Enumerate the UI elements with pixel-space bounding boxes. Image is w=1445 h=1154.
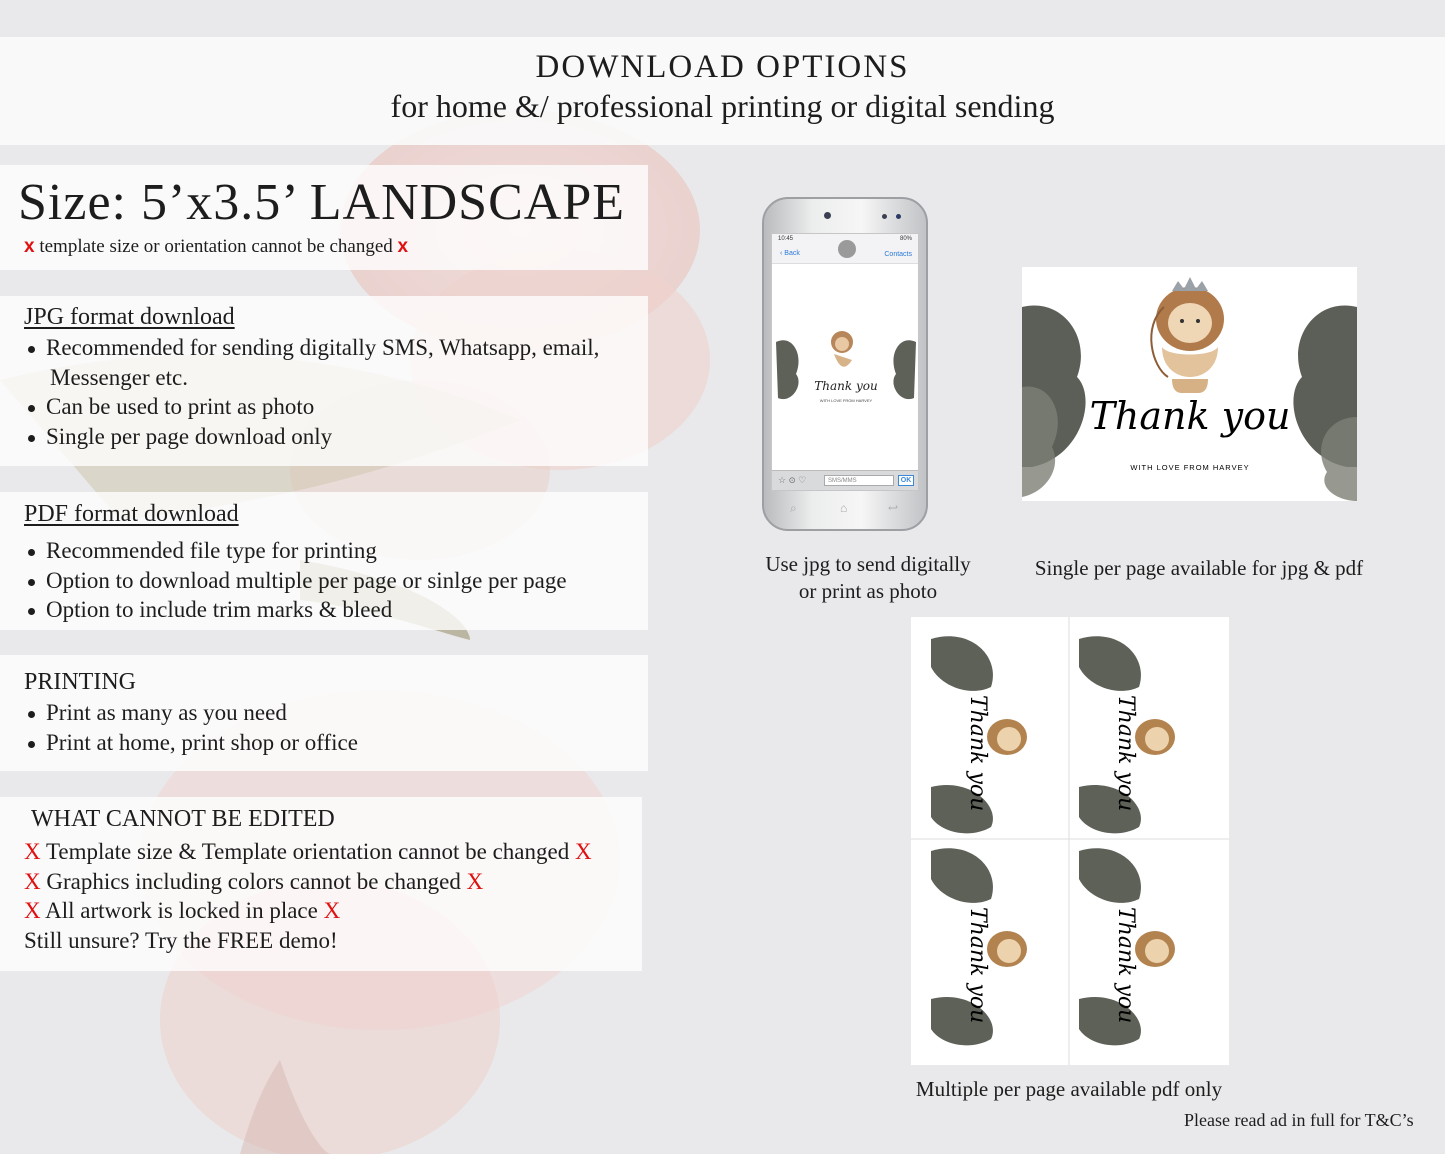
pdf-list xyxy=(24,536,567,625)
red-x-icon: X xyxy=(24,898,41,924)
phone-card-from: WITH LOVE FROM HARVEY xyxy=(819,398,873,403)
not-editable-panel xyxy=(0,797,642,971)
red-x-icon: X xyxy=(24,868,41,894)
message-bar xyxy=(772,470,918,490)
not-editable-heading: WHAT CANNOT BE EDITED xyxy=(31,806,335,832)
message-input: SMS/MMS xyxy=(824,475,894,486)
multi-per-page-sheet xyxy=(911,617,1229,1065)
card-thank-you-script: Thank you xyxy=(1089,394,1291,438)
phone-screen xyxy=(771,233,919,491)
jpg-format-panel xyxy=(0,296,648,466)
printing-heading: PRINTING xyxy=(24,669,136,695)
printing-panel xyxy=(0,655,648,771)
phone-card-script: Thank you xyxy=(814,379,878,393)
page-title: DOWNLOAD OPTIONS xyxy=(535,49,910,85)
send-button: OK xyxy=(898,475,914,486)
back-icon: ↩ xyxy=(888,501,899,515)
contacts-link: Contacts xyxy=(884,251,912,258)
list-item: Single per page download only xyxy=(24,422,599,452)
list-item: Recommended file type for printing xyxy=(24,536,567,566)
size-panel xyxy=(0,165,648,270)
phone-mockup xyxy=(762,197,928,531)
size-note-text: template size or orientation cannot be changed xyxy=(39,236,393,257)
printing-list xyxy=(24,698,358,757)
multi-caption: Multiple per page available pdf only xyxy=(915,1077,1223,1101)
camera-icon: ☆ ⊙ ♡ xyxy=(778,475,807,485)
sensor-icon xyxy=(896,214,901,219)
demo-line: Still unsure? Try the FREE demo! xyxy=(24,928,338,954)
sheet-card-script: Thank you xyxy=(1113,695,1138,812)
size-title: Size: 5’x3.5’ LANDSCAPE xyxy=(18,174,626,231)
single-card-preview xyxy=(1022,267,1357,501)
list-item: Print as many as you need xyxy=(24,698,358,728)
red-x-icon: X xyxy=(574,839,592,864)
red-x-icon: x xyxy=(397,236,409,257)
page-subtitle: for home &/ professional printing or digital sending xyxy=(390,88,1055,124)
card-from-text: WITH LOVE FROM HARVEY xyxy=(1130,463,1250,472)
pdf-format-panel xyxy=(0,492,648,630)
list-item: Recommended for sending digitally SMS, Whatsapp, email, xyxy=(24,333,599,363)
red-x-icon: X xyxy=(24,839,41,864)
phone-caption xyxy=(756,551,980,605)
status-battery: 80% xyxy=(899,236,912,242)
home-icon: ⌂ xyxy=(840,501,848,515)
phone-bottom-icons xyxy=(764,495,926,521)
sensor-icon xyxy=(882,214,887,219)
single-card-art xyxy=(1022,267,1357,501)
phone-card-preview xyxy=(774,314,918,414)
list-item: Option to download multiple per page or sinlge per page xyxy=(24,566,567,596)
header-banner xyxy=(0,37,1445,145)
back-link: ‹ Back xyxy=(780,250,800,257)
single-caption: Single per page available for jpg & pdf xyxy=(1034,556,1364,580)
sheet-card-script: Thank you xyxy=(1113,907,1138,1024)
phone-caption-line: or print as photo xyxy=(798,579,938,603)
pdf-heading: PDF format download xyxy=(24,501,239,527)
phone-status-bar xyxy=(772,234,918,264)
red-x-icon: X xyxy=(323,898,341,924)
size-note xyxy=(24,236,408,258)
jpg-list xyxy=(24,333,599,452)
sheet-card-script: Thank you xyxy=(965,695,990,812)
list-item: Option to include trim marks & bleed xyxy=(24,595,567,625)
terms-note: Please read ad in full for T&C’s xyxy=(1184,1110,1414,1130)
list-item: Print at home, print shop or office xyxy=(24,728,358,758)
multi-sheet-art xyxy=(911,617,1229,1065)
red-x-icon: x xyxy=(24,236,35,257)
list-item: X All artwork is locked in place X xyxy=(24,898,341,924)
list-item: X Template size & Template orientation cannot be changed X xyxy=(24,839,592,864)
list-item: X Graphics including colors cannot be changed X xyxy=(24,868,484,894)
status-time: 10:45 xyxy=(778,236,794,242)
sheet-card-script: Thank you xyxy=(965,907,990,1024)
jpg-heading: JPG format download xyxy=(24,304,235,330)
red-x-icon: X xyxy=(466,868,484,894)
list-item: Messenger etc. xyxy=(50,364,188,390)
camera-icon xyxy=(824,212,831,219)
search-icon: ⌕ xyxy=(790,501,797,515)
list-item: Can be used to print as photo xyxy=(24,392,599,422)
contact-avatar-icon xyxy=(838,240,856,258)
phone-caption-line: Use jpg to send digitally xyxy=(765,552,971,576)
not-editable-lines xyxy=(24,837,592,956)
